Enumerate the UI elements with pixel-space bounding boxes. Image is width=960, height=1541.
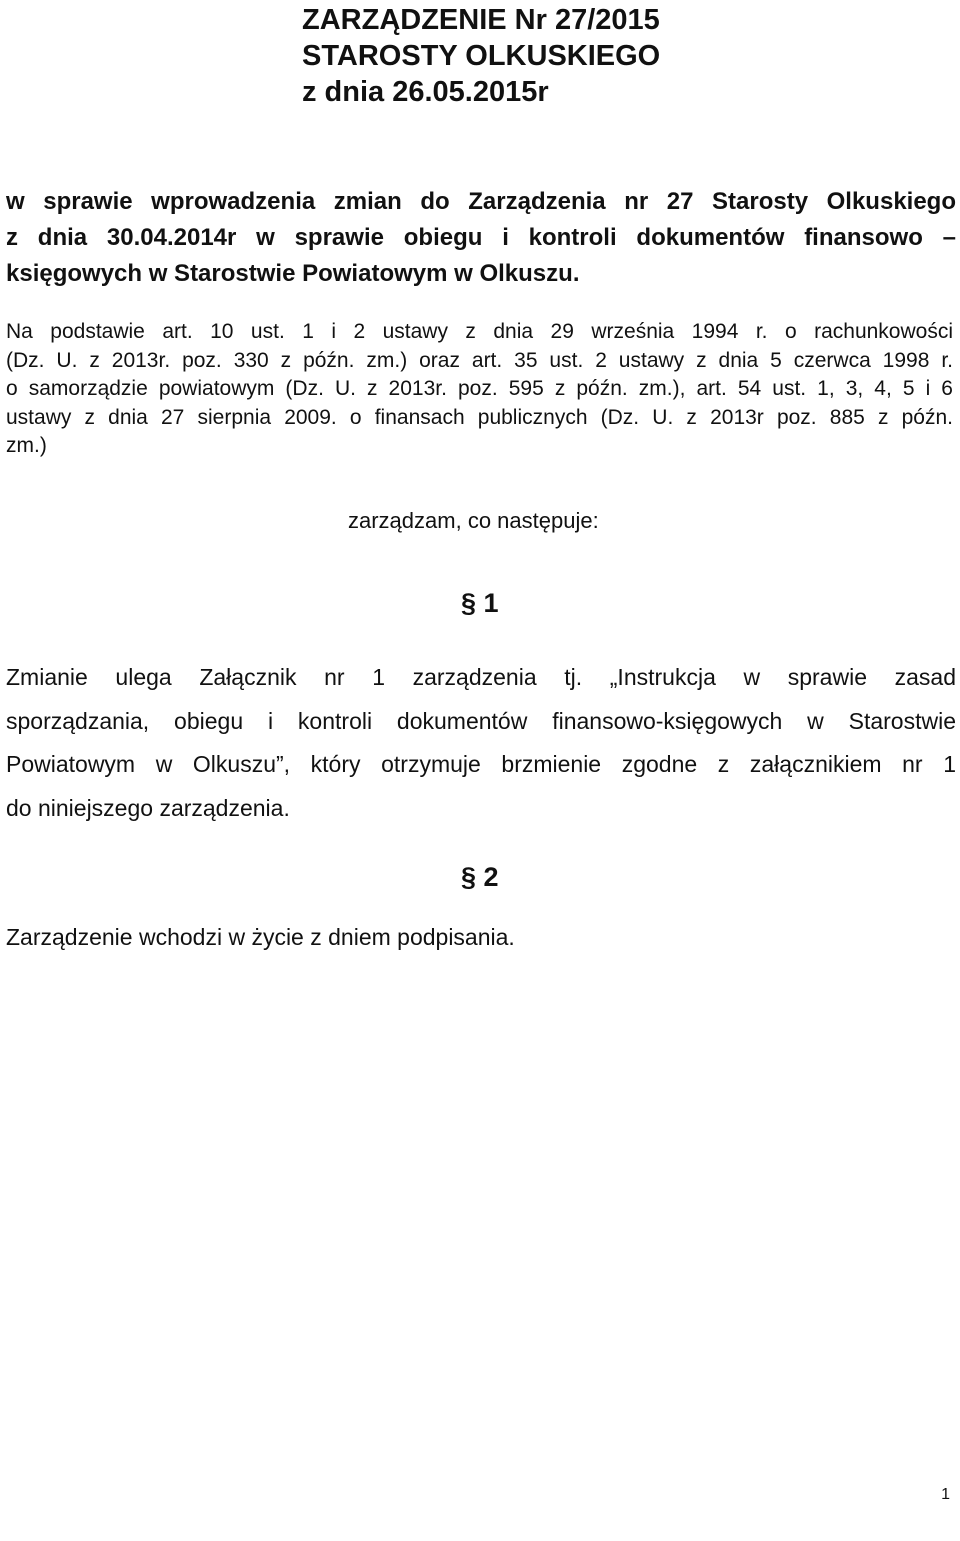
- section-1-line: Powiatowym w Olkuszu”, który otrzymuje brzmienie zgodne z załącznikiem nr 1: [6, 751, 956, 777]
- subject-line: w sprawie wprowadzenia zmian do Zarządzenia nr 27 Starosty Olkuskiego: [6, 188, 956, 215]
- section-1-line: sporządzania, obiegu i kontroli dokumentów finansowo-księgowych w Starostwie: [6, 707, 956, 734]
- subject-line: z dnia 30.04.2014r w sprawie obiegu i kontroli dokumentów finansowo –: [6, 224, 956, 251]
- legal-basis-line: (Dz. U. z 2013r. poz. 330 z późn. zm.) oraz art. 35 ust. 2 ustawy z dnia 5 czerwca 1998 r.: [6, 348, 953, 372]
- subject-paragraph: [6, 184, 956, 292]
- decree-intro: zarządzam, co następuje:: [348, 508, 599, 533]
- section-2-number: § 2: [461, 862, 499, 892]
- title-line-2: STAROSTY OLKUSKIEGO: [302, 40, 661, 72]
- legal-basis-line: Na podstawie art. 10 ust. 1 i 2 ustawy z dnia 29 września 1994 r. o rachunkowości: [6, 320, 953, 343]
- section-2-text: Zarządzenie wchodzi w życie z dniem podpisania.: [6, 924, 515, 950]
- document-title: [302, 2, 660, 110]
- legal-basis-line: o samorządzie powiatowym (Dz. U. z 2013r. poz. 595 z późn. zm.), art. 54 ust. 1, 3, 4, 5 i 6: [6, 377, 953, 400]
- subject-line: księgowych w Starostwie Powiatowym w Olkuszu.: [6, 260, 580, 287]
- title-line-3: z dnia 26.05.2015r: [302, 76, 549, 108]
- section-1-text: [6, 656, 956, 830]
- legal-basis-paragraph: [6, 318, 953, 461]
- title-line-1: ZARZĄDZENIE Nr 27/2015: [302, 4, 660, 36]
- section-1-line: do niniejszego zarządzenia.: [6, 794, 290, 821]
- section-1-line: Zmianie ulega Załącznik nr 1 zarządzenia tj. „Instrukcja w sprawie zasad: [6, 664, 956, 690]
- legal-basis-line: ustawy z dnia 27 sierpnia 2009. o finansach publicznych (Dz. U. z 2013r poz. 885 z późn.: [6, 405, 953, 429]
- legal-basis-line: zm.): [6, 434, 47, 457]
- page-number: 1: [941, 1486, 950, 1503]
- section-1-number: § 1: [461, 588, 499, 618]
